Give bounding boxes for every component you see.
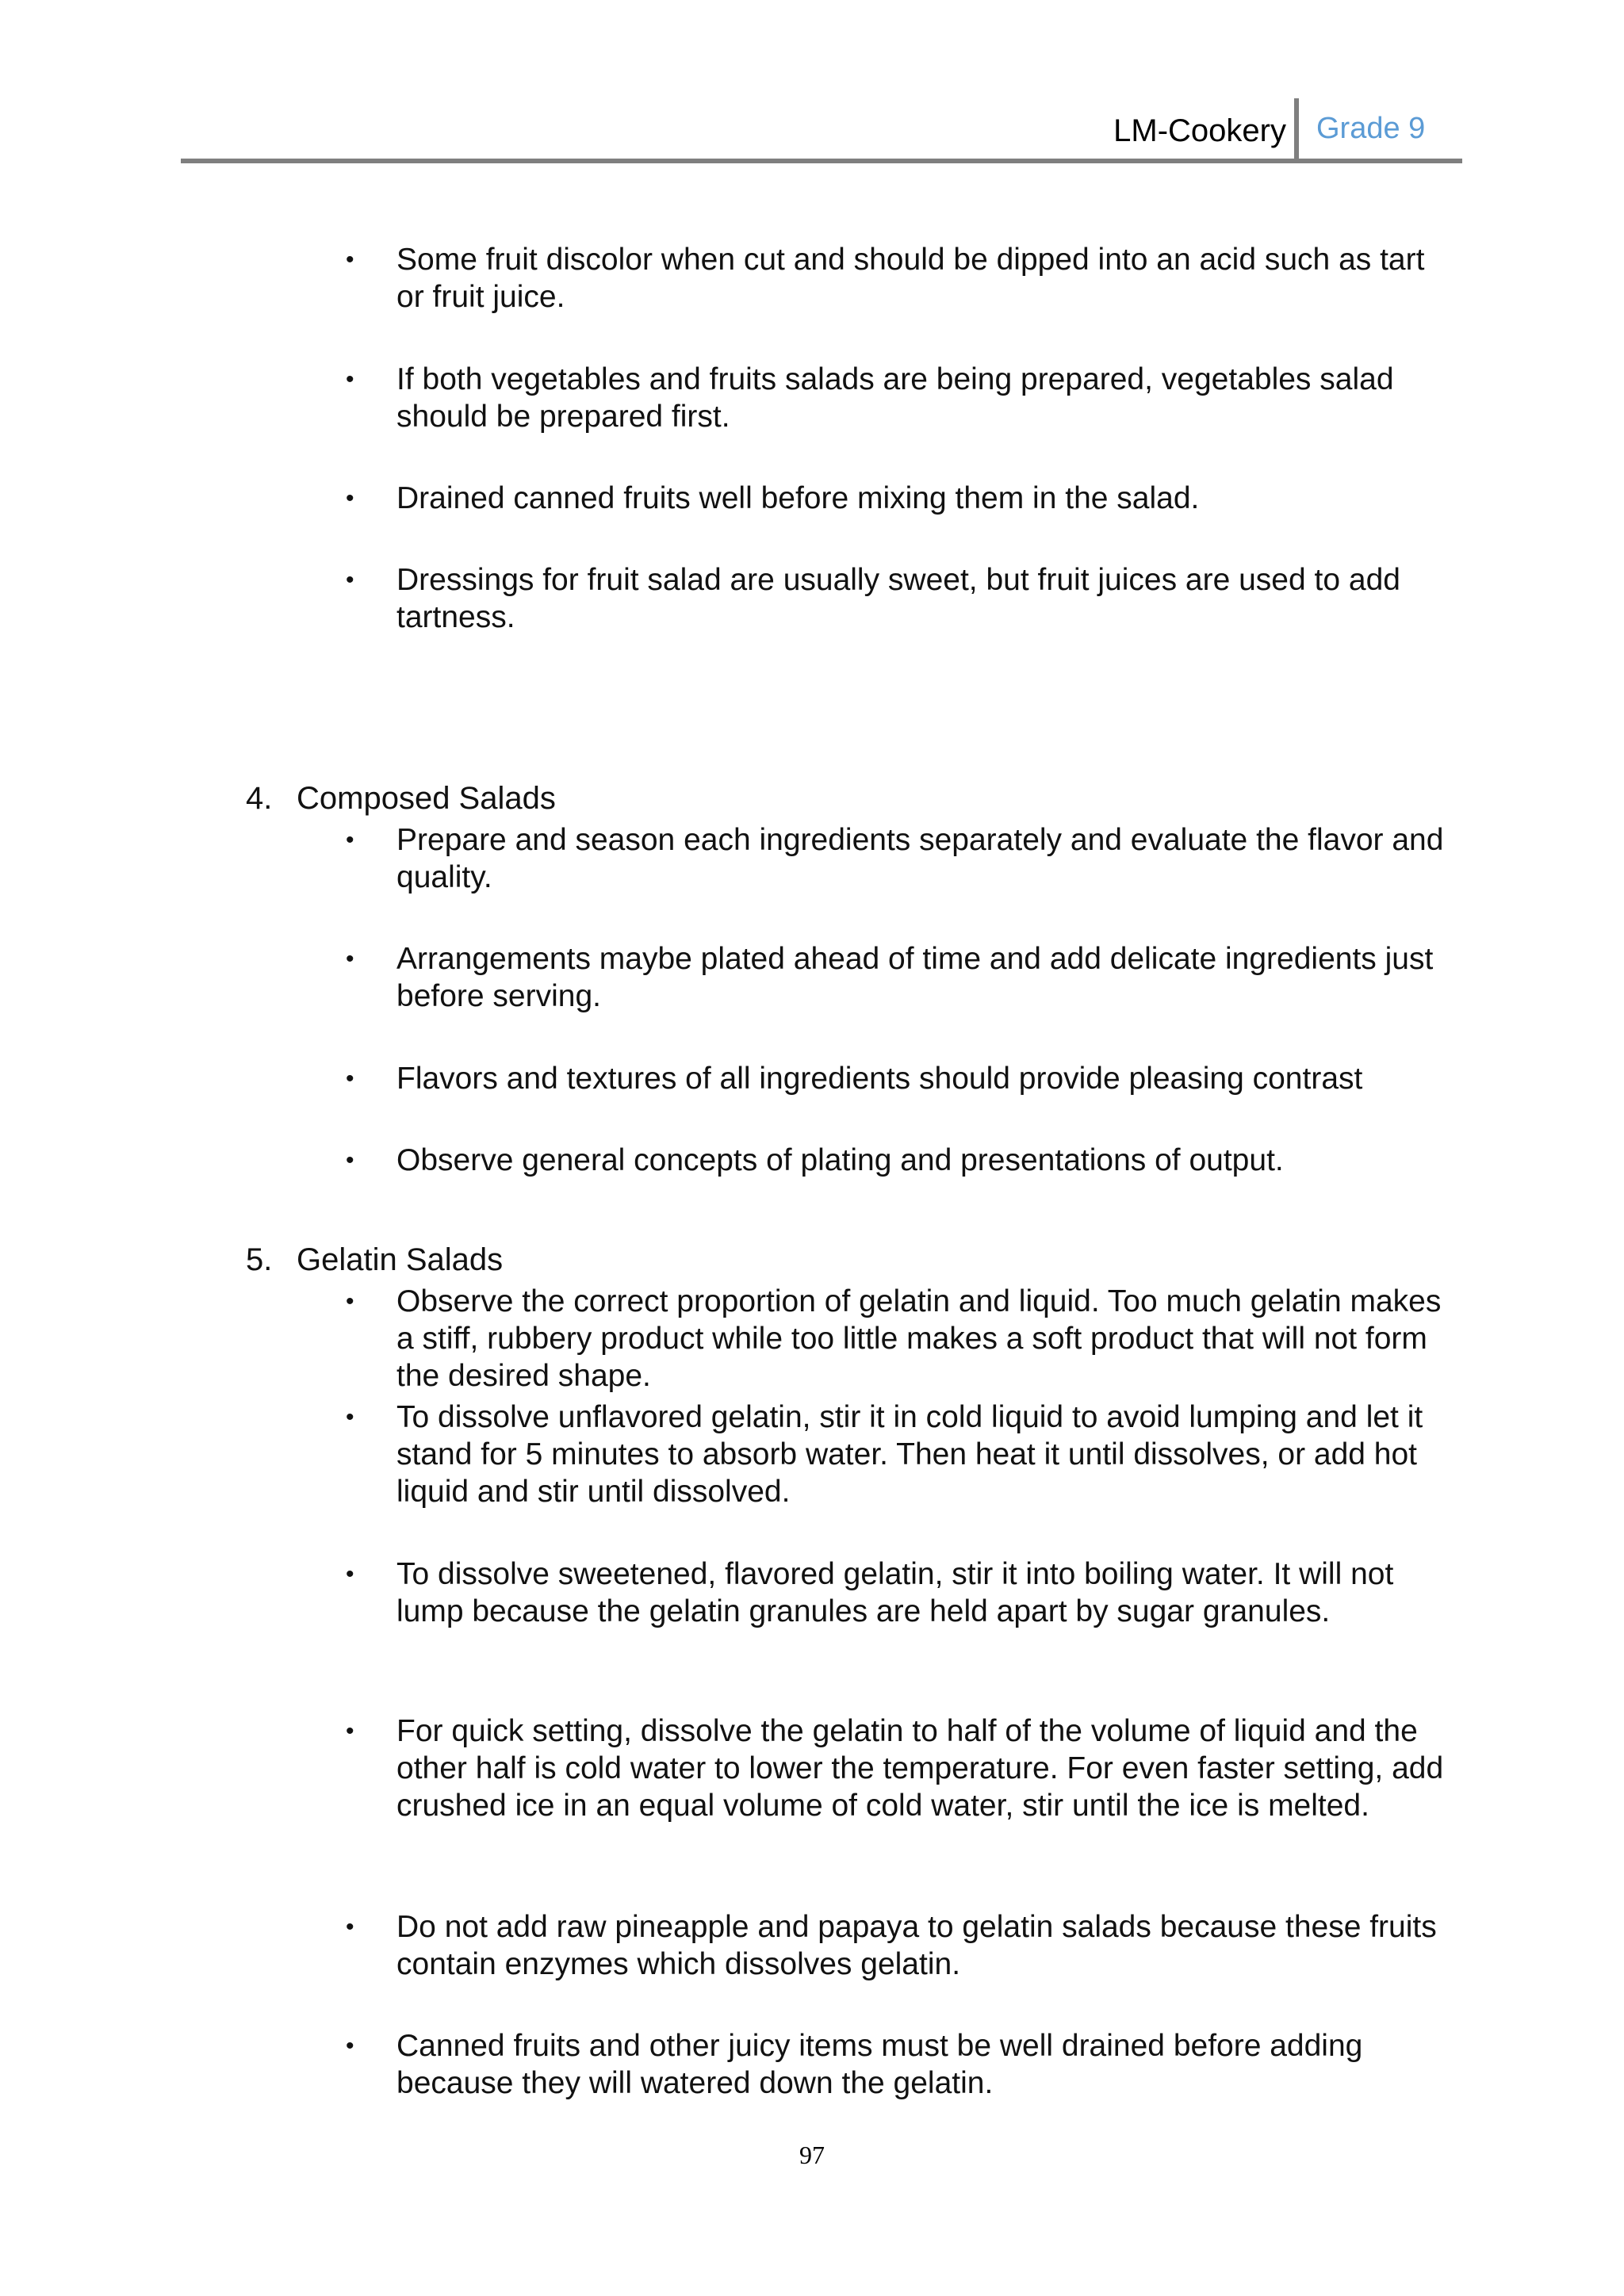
list-item <box>346 1556 1451 1630</box>
bullet-icon: • <box>346 946 354 972</box>
section-heading <box>246 1242 503 1279</box>
list-item <box>346 480 1451 517</box>
list-item <box>346 561 1451 636</box>
header-divider <box>1294 98 1299 160</box>
bullet-icon: • <box>346 1404 354 1430</box>
list-item-text: Prepare and season each ingredients separately and evaluate the flavor and quality. <box>396 823 1444 894</box>
bullet-icon: • <box>346 827 354 853</box>
page-header <box>181 97 1462 163</box>
bullet-icon: • <box>346 1147 354 1173</box>
list-item-text: For quick setting, dissolve the gelatin to half of the volume of liquid and the other half is cold water to lower the temperature. For even faster setting, add crushed ice in an equal volume of cold water, stir until the ice is melted. <box>396 1714 1444 1823</box>
bullet-icon: • <box>346 366 354 392</box>
list-item-text: If both vegetables and fruits salads are being prepared, vegetables salad should be prepared first. <box>396 362 1394 434</box>
list-item <box>346 361 1451 435</box>
bullet-icon: • <box>346 1561 354 1587</box>
list-item <box>346 1142 1451 1179</box>
list-item-text: Observe the correct proportion of gelatin and liquid. Too much gelatin makes a stiff, rubbery product while too little makes a soft product that will not form the desired shape. <box>396 1284 1442 1393</box>
list-item-text: Drained canned fruits well before mixing them in the salad. <box>396 481 1200 515</box>
list-item <box>346 2027 1451 2102</box>
list-item <box>346 1712 1451 1824</box>
section-title: Composed Salads <box>297 781 556 816</box>
bullet-icon: • <box>346 1066 354 1092</box>
header-grade: Grade 9 <box>1316 112 1426 145</box>
section-number: 4. <box>246 781 273 816</box>
list-item-text: Flavors and textures of all ingredients should provide pleasing contrast <box>396 1062 1363 1096</box>
header-title: LM-Cookery <box>1113 113 1286 148</box>
section-number: 5. <box>246 1242 273 1277</box>
list-item <box>346 1283 1451 1395</box>
list-item-text: Observe general concepts of plating and presentations of output. <box>396 1143 1284 1177</box>
bullet-icon: • <box>346 1914 354 1940</box>
bullet-icon: • <box>346 1718 354 1744</box>
bullet-icon: • <box>346 485 354 511</box>
bullet-icon: • <box>346 1288 354 1314</box>
list-item <box>346 821 1451 896</box>
list-item-text: Canned fruits and other juicy items must be well drained before adding because they will watered down the gelatin. <box>396 2029 1363 2100</box>
list-item-text: Dressings for fruit salad are usually sweet, but fruit juices are used to add tartness. <box>396 563 1400 634</box>
list-item <box>346 1060 1451 1097</box>
page-number: 97 <box>799 2141 825 2169</box>
section-title: Gelatin Salads <box>297 1242 504 1277</box>
list-item <box>346 940 1451 1015</box>
bullet-icon: • <box>346 567 354 593</box>
header-rule <box>181 159 1462 163</box>
bullet-icon: • <box>346 2033 354 2059</box>
list-item-text: Arrangements maybe plated ahead of time and add delicate ingredients just before serving. <box>396 942 1434 1013</box>
list-item-text: To dissolve sweetened, flavored gelatin, stir it into boiling water. It will not lump because the gelatin granules are held apart by sugar granules. <box>396 1557 1394 1628</box>
list-item <box>346 1399 1451 1510</box>
list-item <box>346 1908 1451 1983</box>
list-item <box>346 241 1451 316</box>
list-item-text: Do not add raw pineapple and papaya to gelatin salads because these fruits contain enzymes which dissolves gelatin. <box>396 1910 1437 1981</box>
list-item-text: To dissolve unflavored gelatin, stir it in cold liquid to avoid lumping and let it stand for 5 minutes to absorb water. Then heat it until dissolves, or add hot liquid and stir until dissolved. <box>396 1400 1423 1509</box>
list-item-text: Some fruit discolor when cut and should be dipped into an acid such as tart or fruit juice. <box>396 243 1425 314</box>
bullet-icon: • <box>346 247 354 273</box>
section-heading <box>246 780 556 817</box>
